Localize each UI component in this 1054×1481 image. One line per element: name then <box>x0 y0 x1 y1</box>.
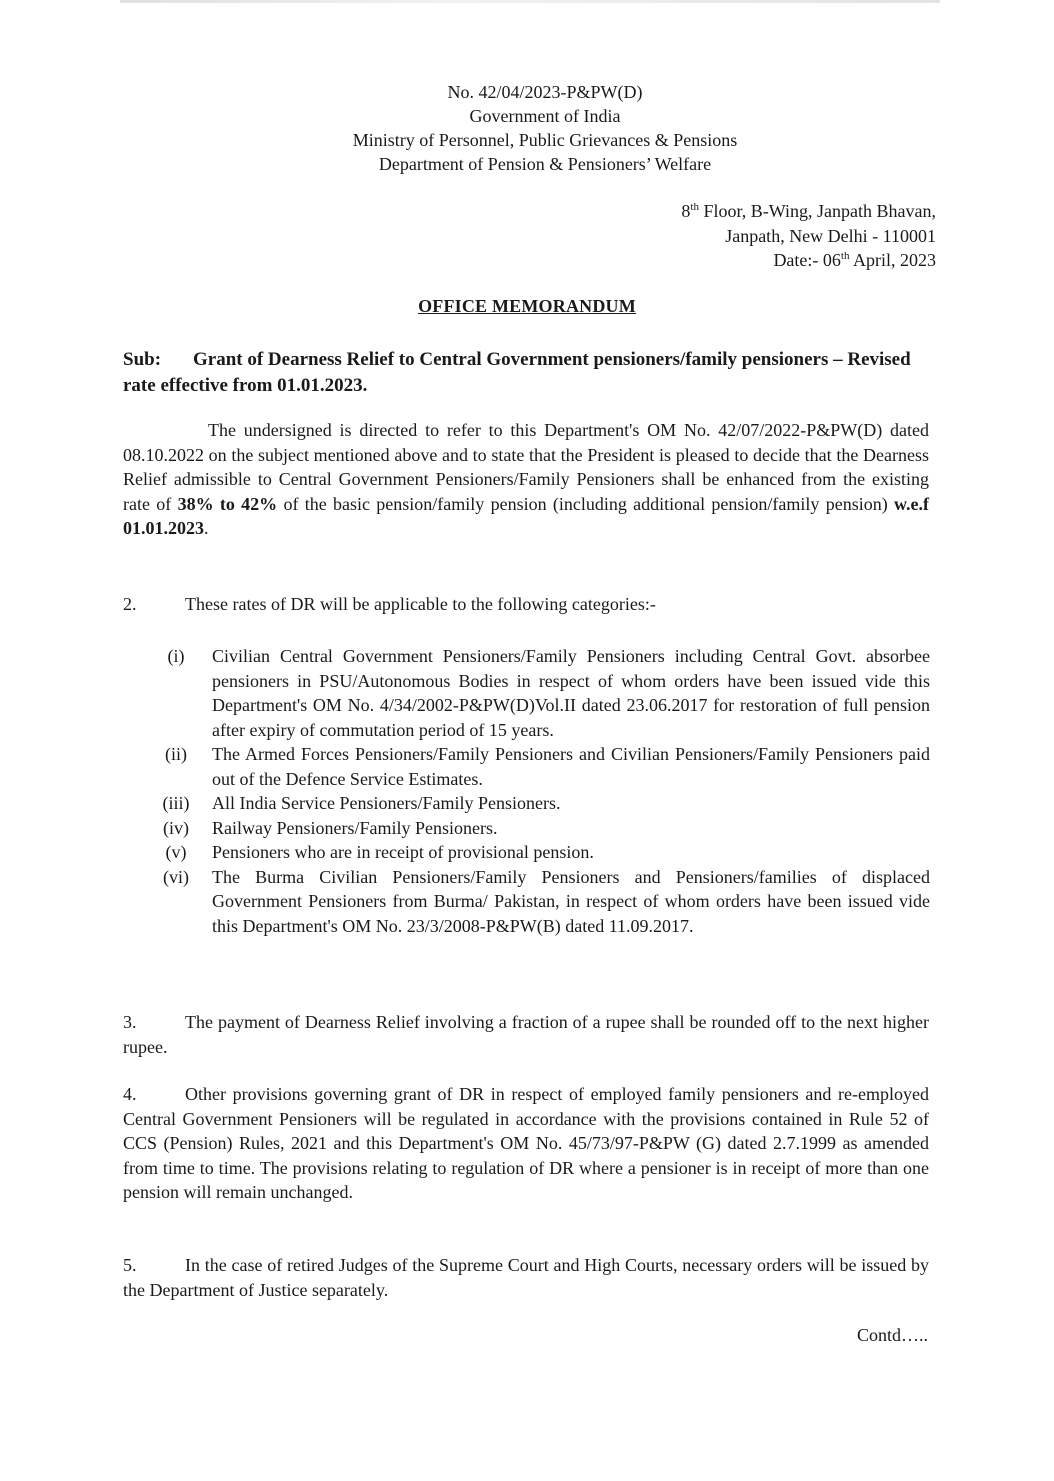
paragraph-number: 5. <box>123 1255 137 1275</box>
subject-line <box>123 347 933 399</box>
list-item: (iii) All India Service Pensioners/Family Pensioners. <box>162 793 561 813</box>
scan-edge-line <box>120 0 940 3</box>
reference-number: No. 42/04/2023-P&PW(D) <box>447 82 643 102</box>
government-name: Government of India <box>469 106 621 126</box>
paragraph-1: The undersigned is directed to refer to this Department's OM No. 42/07/2022-P&PW(D) dated 08.10.2022 on the subject mentioned above and to state that the President is pleased to decide that the Dearness Relief admissible to Central Government Pensioners/Family Pensioners shall be enhanced from the existing rate of 38% to 42% of the basic pension/family pension (including additional pension/family pension) w.e.f 01.01.2023. <box>123 420 930 538</box>
list-item: (v) Pensioners who are in receipt of provisional pension. <box>165 842 594 862</box>
department-name: Department of Pension & Pensioners’ Welfare <box>378 154 712 174</box>
subject-text: Grant of Dearness Relief to Central Government pensioners/family pensioners – Revised rate effective from 01.01.2023. <box>123 349 911 396</box>
paragraph-number: 3. <box>123 1012 137 1032</box>
list-item: (i) Civilian Central Government Pensioners/Family Pensioners including Central Govt. absorbee pensioners in PSU/Autonomous Bodies in respect of whom orders have been issued vide this Department's OM No. 4/34/2002-P&PW(D)Vol.II dated 23.06.2017 for restoration of full pension after expiry of commutation period of 15 years. <box>167 646 930 740</box>
letterhead <box>230 80 860 176</box>
document-title: OFFICE MEMORANDUM <box>418 296 636 316</box>
list-item: (ii) The Armed Forces Pensioners/Family Pensioners and Civilian Pensioners/Family Pensioners paid out of the Defence Service Estimates. <box>165 744 930 789</box>
address-line-2: Janpath, New Delhi - 110001 <box>725 225 936 246</box>
continued-marker: Contd….. <box>856 1325 928 1345</box>
paragraph-2: 2. These rates of DR will be applicable to the following categories:- <box>123 592 929 617</box>
subject-label: Sub: <box>123 349 162 370</box>
ministry-name: Ministry of Personnel, Public Grievances & Pensions <box>352 130 738 150</box>
address-block <box>681 199 936 273</box>
paragraph-3: 3. The payment of Dearness Relief involving a fraction of a rupee shall be rounded off to the next higher rupee. <box>123 1012 929 1057</box>
category-list <box>140 644 930 938</box>
list-item: (iv) Railway Pensioners/Family Pensioners. <box>163 817 498 838</box>
paragraph-5: 5. In the case of retired Judges of the Supreme Court and High Courts, necessary orders will be issued by the Department of Justice separately. <box>123 1255 929 1300</box>
paragraph-number: 2. <box>123 594 137 614</box>
paragraph-4: 4. Other provisions governing grant of DR in respect of employed family pensioners and re-employed Central Government Pensioners will be regulated in accordance with the provisions contained in Rule 52 of CCS (Pension) Rules, 2021 and this Department's OM No. 45/73/97-P&PW (G) dated 2.7.1999 as amended from time to time. The provisions relating to regulation of DR where a pensioner is in receipt of more than one pension will remain unchanged. <box>123 1084 929 1202</box>
address-line-1: 8th Floor, B-Wing, Janpath Bhavan, <box>681 201 936 221</box>
paragraph-number: 4. <box>123 1084 137 1104</box>
memo-date: Date:- 06th April, 2023 <box>773 250 936 270</box>
list-item: (vi) The Burma Civilian Pensioners/Family Pensioners and Pensioners/families of displaced Government Pensioners from Burma/ Pakistan, in respect of whom orders have been issued vide this Department's OM No. 23/3/2008-P&PW(B) dated 11.09.2017. <box>163 866 930 936</box>
